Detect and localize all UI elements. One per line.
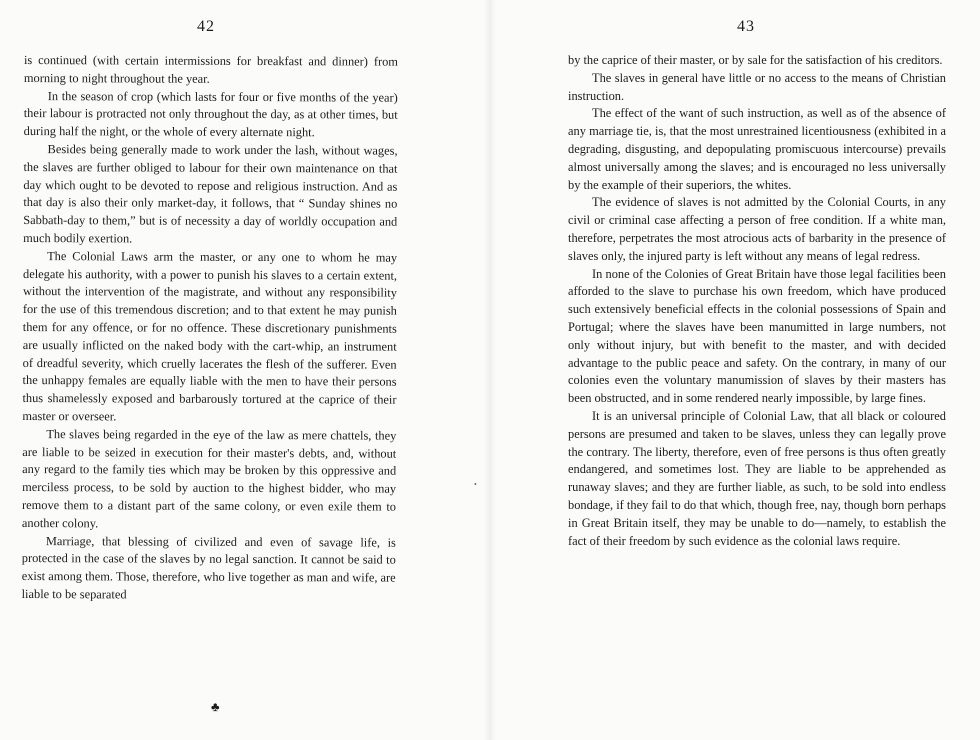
printer-ornament-icon: ♣ [211,699,220,714]
paragraph: Besides being generally made to work under the lash, without wages, the slaves are further obliged to labour for their own maintenance on that day which ought to be devoted to repose and religious instruction. And as that day is also their only market-day, it follows, that “ Sunday shines no Sabbath-day to them,” but is of necessity a day of worldly occupation and much bodily exertion. [23,142,398,246]
left-page-text [22,52,398,605]
paragraph: In none of the Colonies of Great Britain have those legal facilities been afforded to the slave to purchase his own freedom, which have produced such extensively beneficial effects in the colonial possessions of Spain and Portugal; where the slaves have been manumitted in large numbers, not only without injury, but with benefit to the master, and with decided advantage to the public peace and safety. On the contrary, in many of our colonies even the voluntary manumission of slaves by their masters has been obstructed, and in some rendered nearly impossible, by large fines. [568,266,946,406]
paragraph: The slaves in general have little or no access to the means of Christian instruction. [568,70,946,103]
paragraph: is continued (with certain intermissions for breakfast and dinner) from morning to night throughout the year. [23,52,398,86]
ink-speck-icon: • [474,480,477,489]
right-page [490,0,980,740]
paragraph: The effect of the want of such instruction, as well as of the absence of any marriage tie, is, that the most unrestrained licentiousness (exhibited in a degrading, disgusting, and depopulating promiscuous intercourse) prevails almost universally among the slaves; and is encouraged no less universally by the example of their superiors, the whites. [568,106,946,192]
page-number-left: 42 [197,18,215,35]
paragraph: by the caprice of their master, or by sale for the satisfaction of his creditors. [568,53,943,67]
page-number-right: 43 [737,18,755,35]
right-page-text [568,52,946,550]
paragraph: The slaves being regarded in the eye of the law as mere chattels, they are liable to be seized in execution for their master's debts, and, without any regard to the family ties which may be broken by this oppressive and merciless process, to be sold by auction to the highest bidder, who may remove them to a distant part of the same colony, or even exile them to another colony. [21,426,397,531]
paragraph: The evidence of slaves is not admitted by the Colonial Courts, in any civil or criminal case affecting a person of free condition. If a white man, therefore, perpetrates the most atrocious acts of barbarity in the presence of slaves only, the injured party is left without any means of legal redress. [568,195,946,263]
paragraph: Marriage, that blessing of civilized and even of savage life, is protected in the case of the slaves by no legal sanction. It cannot be said to exist among them. Those, therefore, who live together as man and wife, are liable to be separated [21,533,396,602]
paragraph: It is an universal principle of Colonial Law, that all black or coloured persons are presumed and taken to be slaves, unless they can legally prove the contrary. The liberty, therefore, even of free persons is thus often greatly endangered, and sometimes lost. They are liable to be apprehended as runaway slaves; and they are further liable, as such, to be sold into endless bondage, if they fail to do that which, though free, nay, though born perhaps in Great Britain itself, they may be unable to do—namely, to establish the fact of their freedom by such evidence as the colonial laws require. [568,408,946,548]
paragraph: The Colonial Laws arm the master, or any one to whom he may delegate his authority, with a power to punish his slaves to a certain extent, without the intervention of the magistrate, and without any responsibility for the use of this tremendous discretion; and to that extent he may punish them for any offence, or for no offence. These discretionary punishments are usually inflicted on the naked body with the cart-whip, an instrument of dreadful severity, which cruelly lacerates the flesh of the sufferer. Even the unhappy females are equally liable with the men to have their persons thus shamelessly exposed and barbarously tortured at the caprice of their master or overseer. [22,248,398,424]
paragraph: In the season of crop (which lasts for four or five months of the year) their labour is protracted not only throughout the day, as at other times, but during half the night, or the whole of every alternate night. [23,88,398,140]
